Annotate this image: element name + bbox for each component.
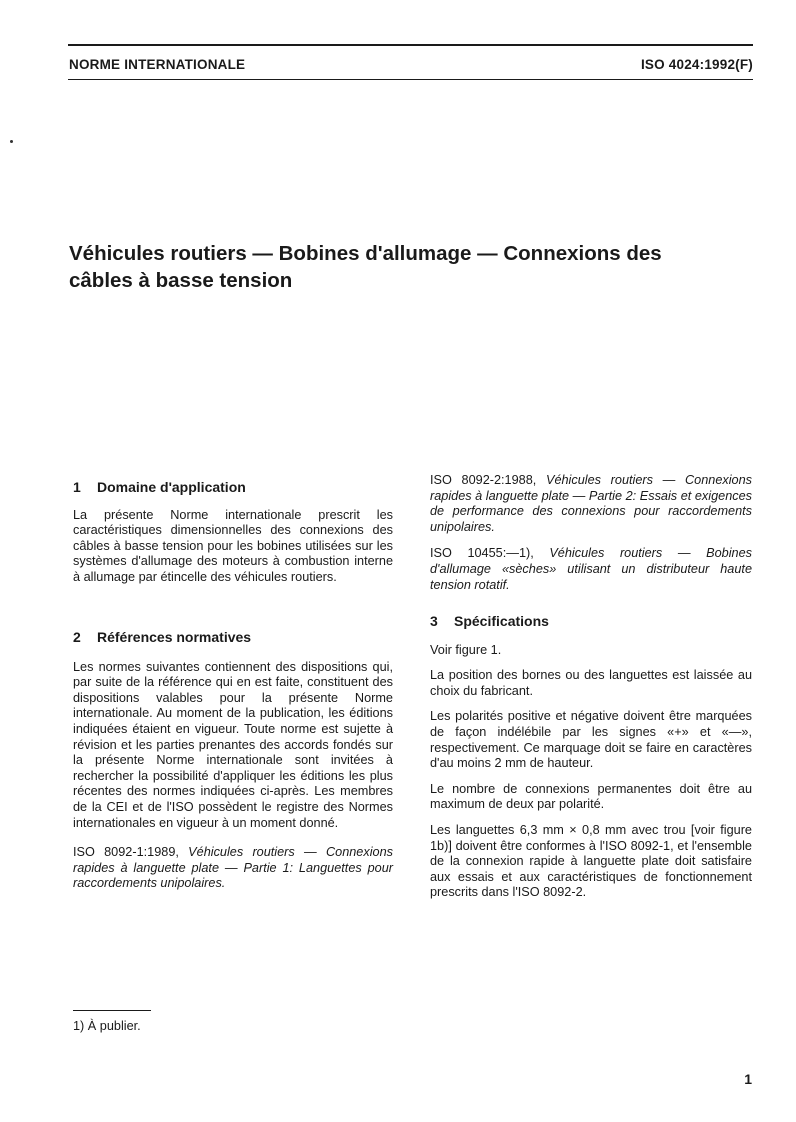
section-3-paragraph: Le nombre de connexions permanentes doit être au maximum de deux par polarité. — [430, 781, 752, 812]
section-1 — [73, 480, 393, 586]
reference-code: ISO 10455:—1), — [430, 546, 534, 561]
section-3-heading — [430, 614, 752, 630]
section-1-text: La présente Norme internationale prescrit les caractéristiques dimensionnelles des connexions des câbles à basse tension pour les bobines utilisées sur les systèmes d'allumage des moteurs à combustion interne à allumage par étincelle des véhicules routiers. — [73, 507, 393, 584]
section-2 — [73, 630, 393, 892]
footnote-rule — [73, 1010, 151, 1011]
footnote: 1) À publier. — [73, 1019, 141, 1033]
reference-code: ISO 8092-2:1988, — [430, 473, 537, 487]
section-1-heading — [73, 480, 393, 496]
section-3-paragraph: Les polarités positive et négative doivent être marquées de façon indélébile par les signes «+» et «—», respectivement. Ce marquage doit se faire en caractères d'au moins 2 mm de hauteur. — [430, 709, 752, 771]
section-3 — [430, 614, 752, 901]
reference-title: Véhicules routiers — Connexions rapides à languette plate — Partie 2: Essais et exigences de performance des connexions pour raccordements unipolaires. — [430, 473, 752, 534]
section-2-number: 2 — [73, 629, 81, 645]
header-label: NORME INTERNATIONALE — [69, 57, 246, 72]
section-1-number: 1 — [73, 479, 81, 495]
header-top-rule — [68, 44, 753, 46]
page-number: 1 — [744, 1071, 752, 1087]
section-3-paragraph: Voir figure 1. — [430, 642, 502, 657]
reference-code: ISO 8092-1:1989, — [73, 845, 179, 860]
reference-item — [430, 473, 752, 535]
reference-title: Véhicules routiers — Connexions rapides à languette plate — Partie 1: Languettes pour raccordements unipolaires. — [73, 845, 393, 891]
references-continued — [430, 473, 752, 593]
section-1-title: Domaine d'application — [97, 479, 246, 495]
margin-mark — [10, 140, 13, 143]
reference-item — [430, 546, 752, 593]
reference-item — [73, 845, 393, 892]
section-2-text: Les normes suivantes contiennent des dispositions qui, par suite de la référence qui en est faite, constituent des dispositions valables pour la présente Norme internationale. Au moment de la publication, les éditions indiquées étaient en vigueur. Toute norme est sujette à révision et les parties prenantes des accords fondés sur la présente Norme internationale sont invitées à rechercher la possibilité d'appliquer les éditions les plus récentes des normes indiquées ci-après. Les membres de la CEI et de l'ISO possèdent le registre des Normes internationales en vigueur à un moment donné. — [73, 659, 393, 830]
section-3-number: 3 — [430, 613, 438, 629]
page-title: Véhicules routiers — Bobines d'allumage — Connexions des câbles à basse tension — [69, 242, 662, 292]
section-3-paragraph: Les languettes 6,3 mm × 0,8 mm avec trou [voir figure 1b)] doivent être conformes à l'ISO 8092-1, et l'ensemble de la connexion rapide à languette plate doit satisfaire aux essais et aux caractéristiques de fonctionnement prescrits dans l'ISO 8092-2. — [430, 822, 752, 900]
section-2-heading — [73, 630, 393, 646]
section-3-title: Spécifications — [454, 613, 549, 629]
document-code: ISO 4024:1992(F) — [640, 57, 753, 72]
section-3-paragraph: La position des bornes ou des languettes est laissée au choix du fabricant. — [430, 668, 752, 698]
section-2-title: Références normatives — [97, 629, 252, 645]
header-bottom-rule — [68, 79, 753, 80]
reference-title: Véhicules routiers — Bobines d'allumage «sèches» utilisant un distributeur haute tension rotatif. — [430, 546, 752, 592]
